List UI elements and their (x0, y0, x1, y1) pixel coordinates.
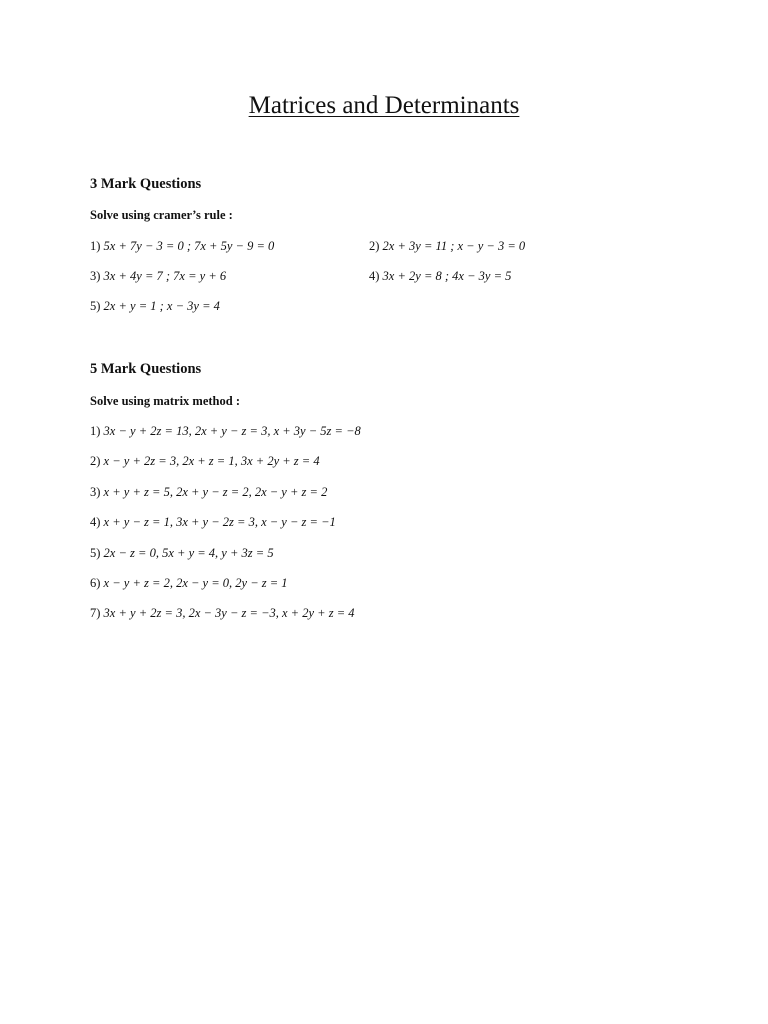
section-instruction-matrix-method: Solve using matrix method : (90, 394, 240, 408)
question-equations: 2x − z = 0, 5x + y = 4, y + 3z = 5 (103, 546, 274, 560)
question-number: 1) (90, 424, 101, 438)
question-number: 2) (90, 454, 101, 468)
question-3m-4 (369, 269, 511, 284)
question-3m-5 (90, 299, 220, 314)
question-number: 3) (90, 485, 101, 499)
question-5m-7 (90, 606, 355, 621)
question-equations: x + y + z = 5, 2x + y − z = 2, 2x − y + z = 2 (103, 485, 328, 499)
question-5m-3 (90, 485, 327, 500)
question-5m-6 (90, 576, 288, 591)
section-heading-5-mark: 5 Mark Questions (90, 361, 202, 377)
question-3m-2 (369, 239, 525, 254)
question-number: 2) (369, 239, 380, 253)
question-equations: 3x − y + 2z = 13, 2x + y − z = 3, x + 3y − 5z = −8 (103, 424, 361, 438)
question-5m-1 (90, 424, 361, 439)
question-equations: 5x + 7y − 3 = 0 ; 7x + 5y − 9 = 0 (103, 239, 275, 253)
question-number: 4) (90, 515, 101, 529)
page-title: Matrices and Determinants (248, 92, 520, 119)
question-equations: x − y + z = 2, 2x − y = 0, 2y − z = 1 (103, 576, 288, 590)
question-equations: x − y + 2z = 3, 2x + z = 1, 3x + 2y + z = 4 (103, 454, 320, 468)
question-number: 5) (90, 299, 101, 313)
question-3m-1 (90, 239, 274, 254)
question-number: 1) (90, 239, 101, 253)
question-3m-3 (90, 269, 226, 284)
question-number: 4) (369, 269, 380, 283)
question-equations: 3x + 2y = 8 ; 4x − 3y = 5 (382, 269, 512, 283)
question-equations: x + y − z = 1, 3x + y − 2z = 3, x − y − z = −1 (103, 515, 336, 529)
question-5m-2 (90, 454, 320, 469)
question-equations: 3x + y + 2z = 3, 2x − 3y − z = −3, x + 2y + z = 4 (103, 606, 355, 620)
question-number: 7) (90, 606, 101, 620)
question-equations: 2x + y = 1 ; x − 3y = 4 (103, 299, 220, 313)
section-instruction-cramers-rule: Solve using cramer’s rule : (90, 208, 233, 222)
section-heading-3-mark: 3 Mark Questions (90, 176, 202, 192)
question-number: 3) (90, 269, 101, 283)
question-number: 6) (90, 576, 101, 590)
question-5m-5 (90, 546, 274, 561)
question-equations: 3x + 4y = 7 ; 7x = y + 6 (103, 269, 227, 283)
question-equations: 2x + 3y = 11 ; x − y − 3 = 0 (382, 239, 526, 253)
question-number: 5) (90, 546, 101, 560)
question-5m-4 (90, 515, 336, 530)
